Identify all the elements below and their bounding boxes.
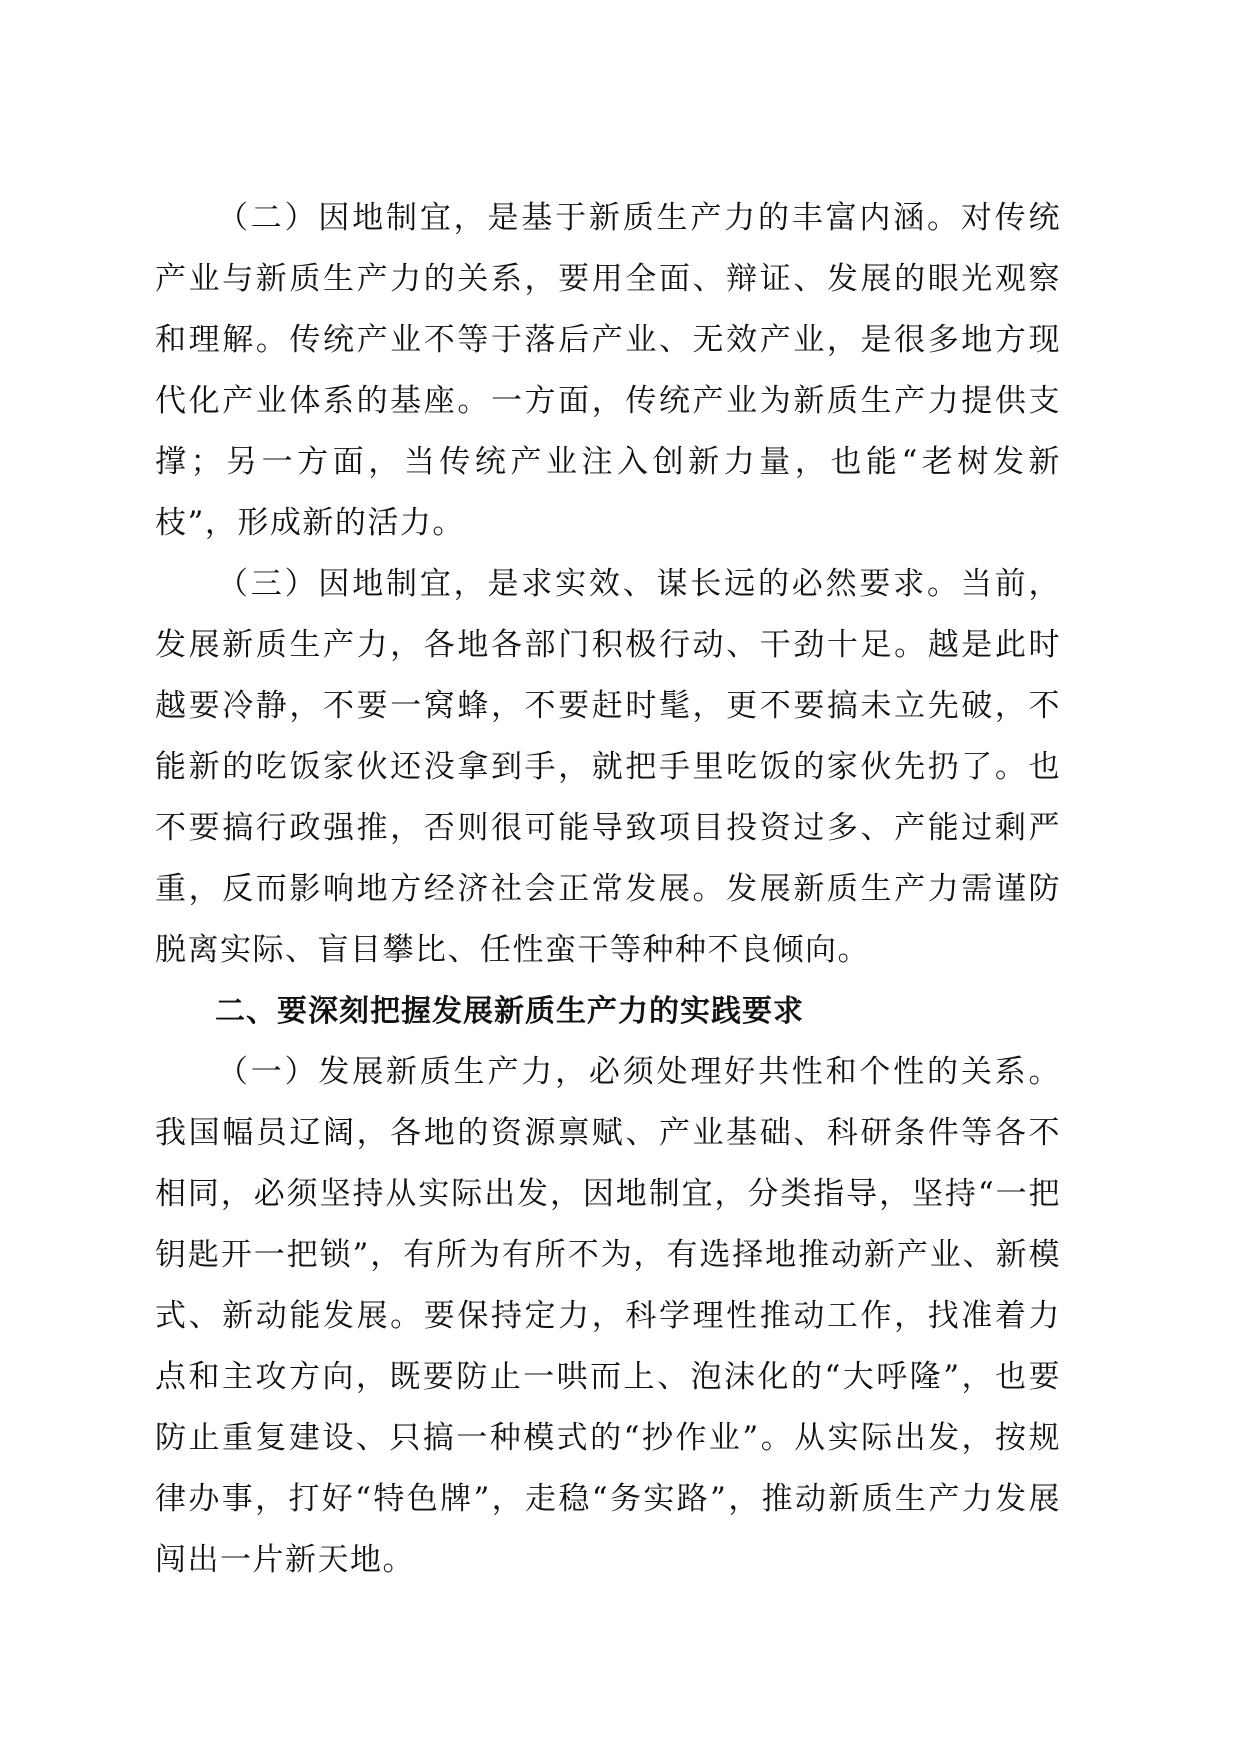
- paragraph-commonality-individuality: （一）发展新质生产力，必须处理好共性和个性的关系。我国幅员辽阔，各地的资源禀赋、产业基础、科研条件等各不相同，必须坚持从实际出发，因地制宜，分类指导，坚持“一把钥匙开一把锁”，有所为有所不为，有选择地推动新产业、新模式、新动能发展。要保持定力，科学理性推动工作，找准着力点和主攻方向，既要防止一哄而上、泡沫化的“大呼隆”，也要防止重复建设、只搞一种模式的“抄作业”。从实际出发，按规律办事，打好“特色牌”，走稳“务实路”，推动新质生产力发展闯出一片新天地。: [155, 1054, 1061, 1578]
- document-body: [155, 188, 1061, 1591]
- section-heading-practice-requirements: 二、要深刻把握发展新质生产力的实践要求: [215, 994, 804, 1029]
- paragraph-practical-results: （三）因地制宜，是求实效、谋长远的必然要求。当前，发展新质生产力，各地各部门积极行动、干劲十足。越是此时越要冷静，不要一窝蜂，不要赶时髦，更不要搞未立先破，不能新的吃饭家伙还没拿到手，就把手里吃饭的家伙先扔了。也不要搞行政强推，否则很可能导致项目投资过多、产能过剩严重，反而影响地方经济社会正常发展。发展新质生产力需谨防脱离实际、盲目攀比、任性蛮干等种种不良倾向。: [155, 566, 1061, 968]
- paragraph-local-conditions-connotation: （二）因地制宜，是基于新质生产力的丰富内涵。对传统产业与新质生产力的关系，要用全面、辩证、发展的眼光观察和理解。传统产业不等于落后产业、无效产业，是很多地方现代化产业体系的基座。一方面，传统产业为新质生产力提供支撑；另一方面，当传统产业注入创新力量，也能“老树发新枝”，形成新的活力。: [155, 200, 1061, 541]
